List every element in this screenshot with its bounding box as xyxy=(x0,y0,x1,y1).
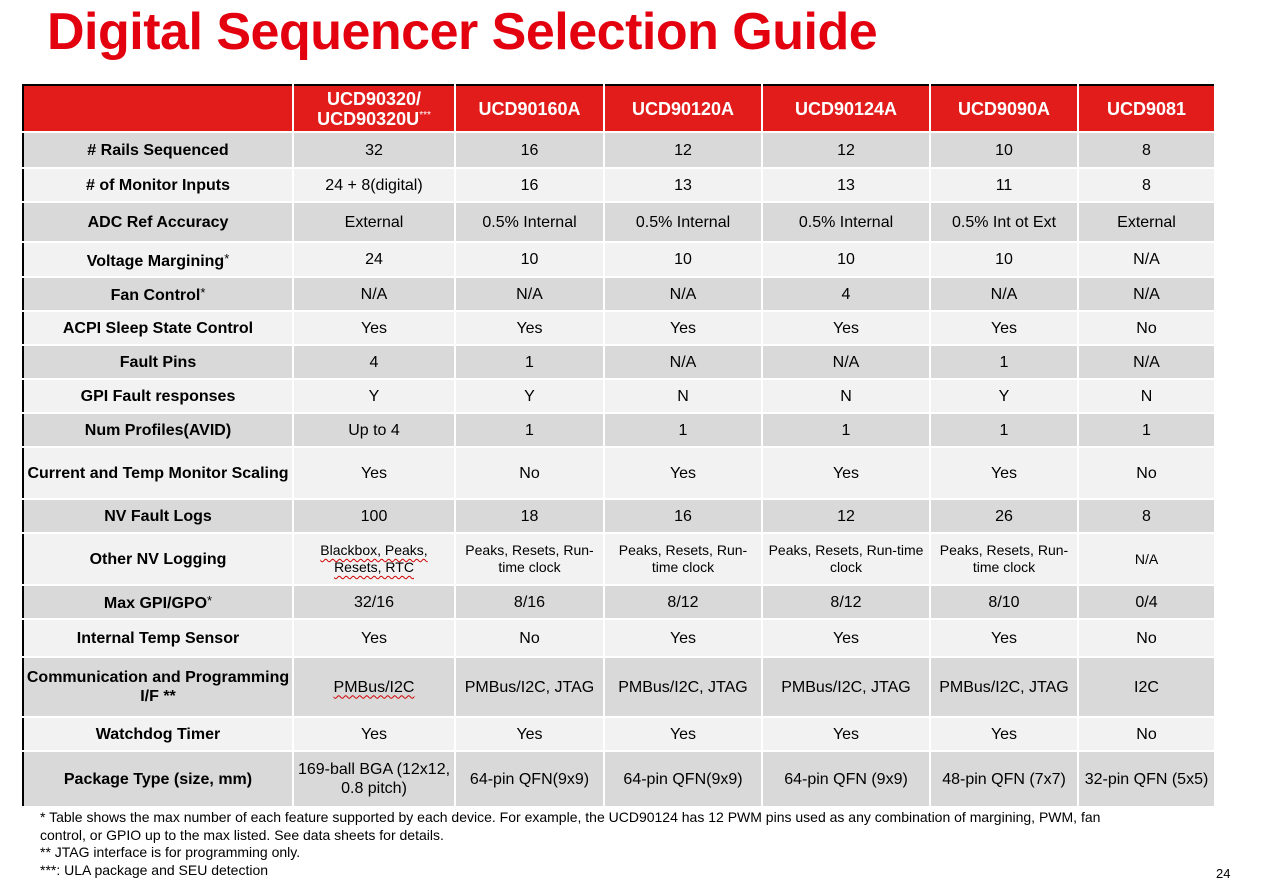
value-text: 10 xyxy=(995,141,1013,159)
value-text: 11 xyxy=(995,176,1013,194)
feature-label-text: Package Type (size, mm) xyxy=(63,770,253,788)
value-cell xyxy=(762,619,930,657)
value-text: 0/4 xyxy=(1135,593,1158,611)
feature-label xyxy=(23,619,293,657)
value-text: 10 xyxy=(520,251,539,268)
value-text: Peaks, Resets, Run-time clock xyxy=(618,542,748,575)
value-text: Yes xyxy=(360,629,388,647)
value-text: PMBus/I2C, JTAG xyxy=(618,678,748,696)
device-footnote-mark: *** xyxy=(419,109,431,121)
table-row xyxy=(23,132,1215,168)
value-cell xyxy=(930,447,1078,499)
value-cell xyxy=(293,585,455,619)
value-cell xyxy=(604,132,762,168)
value-text: Yes xyxy=(669,464,697,482)
value-cell xyxy=(455,345,604,379)
value-text: 10 xyxy=(837,251,855,268)
table-row xyxy=(23,657,1215,717)
value-text: Yes xyxy=(669,725,697,743)
table-row xyxy=(23,202,1215,242)
value-cell xyxy=(293,345,455,379)
value-text: N/A xyxy=(1133,285,1160,303)
value-text: Peaks, Resets, Run-time clock xyxy=(939,542,1069,575)
feature-label-text: Voltage Margining xyxy=(86,252,225,270)
device-name: UCD90160A xyxy=(478,98,581,119)
table-row xyxy=(23,413,1215,447)
value-text: 1 xyxy=(678,421,688,439)
feature-label-text: # Rails Sequenced xyxy=(87,141,229,159)
value-text: 64-pin QFN(9x9) xyxy=(469,770,590,788)
value-cell xyxy=(930,345,1078,379)
value-text: N/A xyxy=(1133,353,1160,371)
table-row xyxy=(23,619,1215,657)
value-text: 8/12 xyxy=(830,593,862,611)
feature-label xyxy=(23,447,293,499)
value-cell xyxy=(1078,277,1215,311)
value-text: PMBus/I2C, JTAG xyxy=(781,678,911,696)
value-cell xyxy=(762,717,930,751)
value-cell xyxy=(604,447,762,499)
value-text: No xyxy=(1136,464,1157,482)
value-text: 13 xyxy=(837,176,855,194)
value-cell xyxy=(604,499,762,533)
device-header-3 xyxy=(604,85,762,132)
value-text: 169-ball BGA (12x12, 0.8 pitch) xyxy=(297,761,451,797)
value-text: Blackbox, Peaks, Resets, RTC xyxy=(320,542,428,575)
feature-label-text: Current and Temp Monitor Scaling xyxy=(27,464,289,482)
value-cell xyxy=(604,657,762,717)
value-text: No xyxy=(1136,629,1157,647)
value-text: 32/16 xyxy=(353,593,395,611)
value-text: N/A xyxy=(516,285,543,303)
value-text: 1 xyxy=(525,353,534,371)
value-text: Yes xyxy=(516,725,543,743)
value-cell xyxy=(293,533,455,585)
value-text: N xyxy=(840,387,852,405)
value-text: Peaks, Resets, Run-time clock xyxy=(768,542,924,575)
value-cell xyxy=(762,379,930,413)
value-text: 8 xyxy=(1142,176,1151,194)
value-text: Y xyxy=(524,387,535,405)
device-header-5 xyxy=(930,85,1078,132)
feature-label-text: Watchdog Timer xyxy=(95,725,221,743)
value-cell xyxy=(1078,168,1215,202)
value-cell xyxy=(455,499,604,533)
value-text: 26 xyxy=(995,507,1013,525)
value-text: 12 xyxy=(837,507,855,525)
value-cell xyxy=(293,619,455,657)
value-cell xyxy=(762,657,930,717)
value-text: 24 + 8(digital) xyxy=(325,176,423,194)
device-name: UCD90124A xyxy=(794,98,898,119)
value-cell xyxy=(293,717,455,751)
value-text: Yes xyxy=(832,319,860,337)
value-text: Yes xyxy=(360,319,388,337)
value-cell xyxy=(455,132,604,168)
value-cell xyxy=(930,311,1078,345)
value-cell xyxy=(762,277,930,311)
value-cell xyxy=(762,751,930,807)
value-text: Yes xyxy=(669,319,697,337)
value-cell xyxy=(455,413,604,447)
value-cell xyxy=(930,413,1078,447)
value-text: 0.5% Internal xyxy=(482,213,577,231)
value-text: N xyxy=(1140,387,1153,405)
value-cell xyxy=(293,132,455,168)
value-cell xyxy=(930,533,1078,585)
value-text: Yes xyxy=(990,629,1018,647)
device-header-6 xyxy=(1078,85,1215,132)
value-cell xyxy=(604,311,762,345)
value-text: 8/16 xyxy=(513,593,546,611)
value-cell xyxy=(604,345,762,379)
value-cell xyxy=(1078,202,1215,242)
value-text: N/A xyxy=(990,285,1018,303)
feature-label xyxy=(23,751,293,807)
device-name: UCD90320/ UCD90320U xyxy=(317,88,422,129)
value-text: 1 xyxy=(1142,421,1151,439)
value-text: Yes xyxy=(516,319,543,337)
value-cell xyxy=(604,168,762,202)
value-cell xyxy=(455,202,604,242)
value-cell xyxy=(604,413,762,447)
value-cell xyxy=(930,132,1078,168)
feature-label xyxy=(23,277,293,311)
value-cell xyxy=(293,447,455,499)
value-cell xyxy=(293,657,455,717)
value-text: 16 xyxy=(674,507,692,525)
value-cell xyxy=(293,379,455,413)
feature-label-text: Communication and Programming I/F ** xyxy=(26,669,290,705)
value-text: N/A xyxy=(1133,251,1160,268)
value-cell xyxy=(1078,379,1215,413)
value-cell xyxy=(604,202,762,242)
table-row xyxy=(23,585,1215,619)
value-cell xyxy=(455,657,604,717)
table-body xyxy=(23,132,1215,807)
footnotes xyxy=(40,809,1150,879)
value-text: N/A xyxy=(832,353,860,371)
value-text: 16 xyxy=(520,176,539,194)
feature-label-text: Num Profiles(AVID) xyxy=(84,421,232,439)
table-row xyxy=(23,345,1215,379)
value-cell xyxy=(1078,657,1215,717)
value-cell xyxy=(930,242,1078,277)
value-text: 18 xyxy=(520,507,539,525)
value-text: Yes xyxy=(832,725,860,743)
value-text: No xyxy=(1136,319,1157,337)
value-text: PMBus/I2C xyxy=(333,678,415,696)
value-cell xyxy=(604,242,762,277)
page-number: 24 xyxy=(1216,866,1231,881)
value-text: 8/12 xyxy=(667,593,699,611)
value-cell xyxy=(1078,242,1215,277)
feature-footnote-mark: * xyxy=(224,250,230,266)
value-cell xyxy=(762,168,930,202)
value-text: Yes xyxy=(360,725,388,743)
value-cell xyxy=(762,345,930,379)
value-cell xyxy=(1078,311,1215,345)
value-text: Yes xyxy=(990,319,1018,337)
feature-label-text: NV Fault Logs xyxy=(104,507,212,525)
value-text: 13 xyxy=(674,176,692,194)
value-cell xyxy=(1078,751,1215,807)
value-cell xyxy=(1078,499,1215,533)
value-cell xyxy=(293,242,455,277)
value-cell xyxy=(762,413,930,447)
value-cell xyxy=(604,751,762,807)
value-cell xyxy=(1078,585,1215,619)
value-cell xyxy=(1078,717,1215,751)
value-cell xyxy=(293,277,455,311)
feature-label-text: Max GPI/GPO xyxy=(103,595,208,612)
value-text: 16 xyxy=(520,141,539,159)
value-text: Yes xyxy=(669,629,697,647)
feature-footnote-mark: * xyxy=(207,593,213,608)
value-cell xyxy=(762,499,930,533)
value-text: 8 xyxy=(1142,507,1151,525)
value-text: Peaks, Resets, Run-time clock xyxy=(465,542,594,575)
table-row xyxy=(23,447,1215,499)
selection-guide-table xyxy=(22,84,1216,808)
value-text: PMBus/I2C, JTAG xyxy=(464,678,595,696)
value-text: 8 xyxy=(1142,141,1151,159)
value-text: Up to 4 xyxy=(348,421,400,439)
value-cell xyxy=(455,751,604,807)
value-text: Yes xyxy=(832,629,860,647)
table-row xyxy=(23,242,1215,277)
feature-label-text: Fan Control xyxy=(110,287,201,304)
value-cell xyxy=(604,277,762,311)
value-cell xyxy=(455,311,604,345)
value-cell xyxy=(930,751,1078,807)
feature-label-text: Fault Pins xyxy=(119,353,197,371)
header-row xyxy=(23,85,1215,132)
value-cell xyxy=(762,132,930,168)
value-cell xyxy=(1078,533,1215,585)
value-text: No xyxy=(519,464,540,482)
feature-label xyxy=(23,168,293,202)
value-text: 48-pin QFN (7x7) xyxy=(942,770,1066,788)
value-cell xyxy=(604,533,762,585)
value-text: N xyxy=(677,387,689,405)
value-cell xyxy=(604,717,762,751)
feature-label-text: GPI Fault responses xyxy=(80,387,236,405)
table-row xyxy=(23,277,1215,311)
value-text: No xyxy=(1136,725,1157,743)
table-row xyxy=(23,533,1215,585)
value-text: 1 xyxy=(999,421,1009,439)
value-cell xyxy=(930,619,1078,657)
value-cell xyxy=(293,168,455,202)
value-cell xyxy=(293,311,455,345)
value-text: 0.5% Internal xyxy=(635,213,731,231)
value-cell xyxy=(930,277,1078,311)
device-header-2 xyxy=(455,85,604,132)
value-cell xyxy=(455,585,604,619)
page-title: Digital Sequencer Selection Guide xyxy=(47,3,878,61)
feature-label-text: Other NV Logging xyxy=(89,550,227,568)
value-text: Yes xyxy=(360,464,388,482)
feature-label xyxy=(23,717,293,751)
table-row xyxy=(23,379,1215,413)
value-text: 12 xyxy=(674,141,692,159)
feature-label-text: Internal Temp Sensor xyxy=(76,629,240,647)
value-cell xyxy=(293,751,455,807)
value-text: 0.5% Internal xyxy=(798,213,894,231)
value-cell xyxy=(604,585,762,619)
value-text: 32-pin QFN (5x5) xyxy=(1084,770,1209,788)
footnote: ** JTAG interface is for programming only. xyxy=(40,844,301,860)
value-cell xyxy=(930,585,1078,619)
feature-label xyxy=(23,345,293,379)
value-text: Y xyxy=(368,387,380,405)
value-text: N/A xyxy=(1134,550,1159,567)
device-header-1 xyxy=(293,85,455,132)
value-text: 1 xyxy=(841,421,851,439)
value-text: 64-pin QFN (9x9) xyxy=(784,770,908,788)
feature-label-text: # of Monitor Inputs xyxy=(86,176,230,194)
device-name: UCD9090A xyxy=(957,98,1051,119)
value-cell xyxy=(930,657,1078,717)
value-cell xyxy=(762,242,930,277)
value-text: 32 xyxy=(365,141,383,159)
feature-label xyxy=(23,499,293,533)
feature-label xyxy=(23,413,293,447)
value-text: PMBus/I2C, JTAG xyxy=(939,678,1069,696)
value-cell xyxy=(762,311,930,345)
value-cell xyxy=(1078,413,1215,447)
feature-footnote-mark: * xyxy=(200,285,206,300)
value-text: 24 xyxy=(365,251,383,268)
value-cell xyxy=(455,533,604,585)
header-corner-cell xyxy=(23,85,293,132)
value-cell xyxy=(930,717,1078,751)
feature-label xyxy=(23,311,293,345)
value-cell xyxy=(455,168,604,202)
value-text: 64-pin QFN(9x9) xyxy=(623,770,743,788)
footnote: * Table shows the max number of each feature supported by each device. For example, the UCD90124 has 12 PWM pins used as any combination of margining, PWM, fan control, or GPIO up to the max listed. See data sheets for details. xyxy=(40,809,1101,843)
value-text: No xyxy=(519,629,540,647)
value-cell xyxy=(762,533,930,585)
table-row xyxy=(23,751,1215,807)
feature-label-text: ADC Ref Accuracy xyxy=(87,213,229,231)
value-cell xyxy=(455,447,604,499)
value-cell xyxy=(1078,447,1215,499)
device-header-4 xyxy=(762,85,930,132)
value-cell xyxy=(293,413,455,447)
value-cell xyxy=(1078,619,1215,657)
value-text: Y xyxy=(998,387,1010,405)
value-text: 1 xyxy=(525,421,534,439)
device-name: UCD90120A xyxy=(631,98,735,119)
value-text: 1 xyxy=(999,353,1009,371)
value-cell xyxy=(930,499,1078,533)
value-text: 100 xyxy=(360,507,388,525)
value-text: 4 xyxy=(369,353,379,371)
value-text: External xyxy=(344,213,404,231)
value-text: 8/10 xyxy=(988,593,1020,611)
value-cell xyxy=(762,202,930,242)
value-cell xyxy=(455,379,604,413)
value-cell xyxy=(293,499,455,533)
table-row xyxy=(23,499,1215,533)
feature-label xyxy=(23,657,293,717)
table-row xyxy=(23,717,1215,751)
value-cell xyxy=(604,379,762,413)
value-text: N/A xyxy=(669,353,697,371)
value-text: 10 xyxy=(674,251,692,268)
value-cell xyxy=(604,619,762,657)
value-text: I2C xyxy=(1134,678,1159,696)
footnote: ***: ULA package and SEU detection xyxy=(40,861,269,878)
table-row xyxy=(23,311,1215,345)
value-text: Yes xyxy=(832,464,860,482)
feature-label xyxy=(23,132,293,168)
feature-label xyxy=(23,242,293,277)
device-name: UCD9081 xyxy=(1106,98,1187,119)
feature-label xyxy=(23,585,293,619)
feature-label xyxy=(23,533,293,585)
value-cell xyxy=(930,202,1078,242)
value-cell xyxy=(930,379,1078,413)
value-cell xyxy=(762,585,930,619)
value-cell xyxy=(930,168,1078,202)
value-cell xyxy=(293,202,455,242)
value-text: N/A xyxy=(669,285,697,303)
value-cell xyxy=(455,717,604,751)
value-cell xyxy=(1078,345,1215,379)
value-cell xyxy=(455,619,604,657)
table-row xyxy=(23,168,1215,202)
value-cell xyxy=(1078,132,1215,168)
value-text: Yes xyxy=(990,464,1018,482)
feature-label xyxy=(23,379,293,413)
value-text: 0.5% Int ot Ext xyxy=(951,213,1057,231)
value-text: External xyxy=(1117,213,1176,231)
value-cell xyxy=(455,242,604,277)
value-text: 10 xyxy=(995,251,1013,268)
feature-label xyxy=(23,202,293,242)
feature-label-text: ACPI Sleep State Control xyxy=(62,319,254,337)
value-text: N/A xyxy=(360,285,388,303)
value-cell xyxy=(455,277,604,311)
value-cell xyxy=(762,447,930,499)
value-text: 12 xyxy=(837,141,855,159)
value-text: Yes xyxy=(990,725,1018,743)
value-text: 4 xyxy=(841,285,851,303)
